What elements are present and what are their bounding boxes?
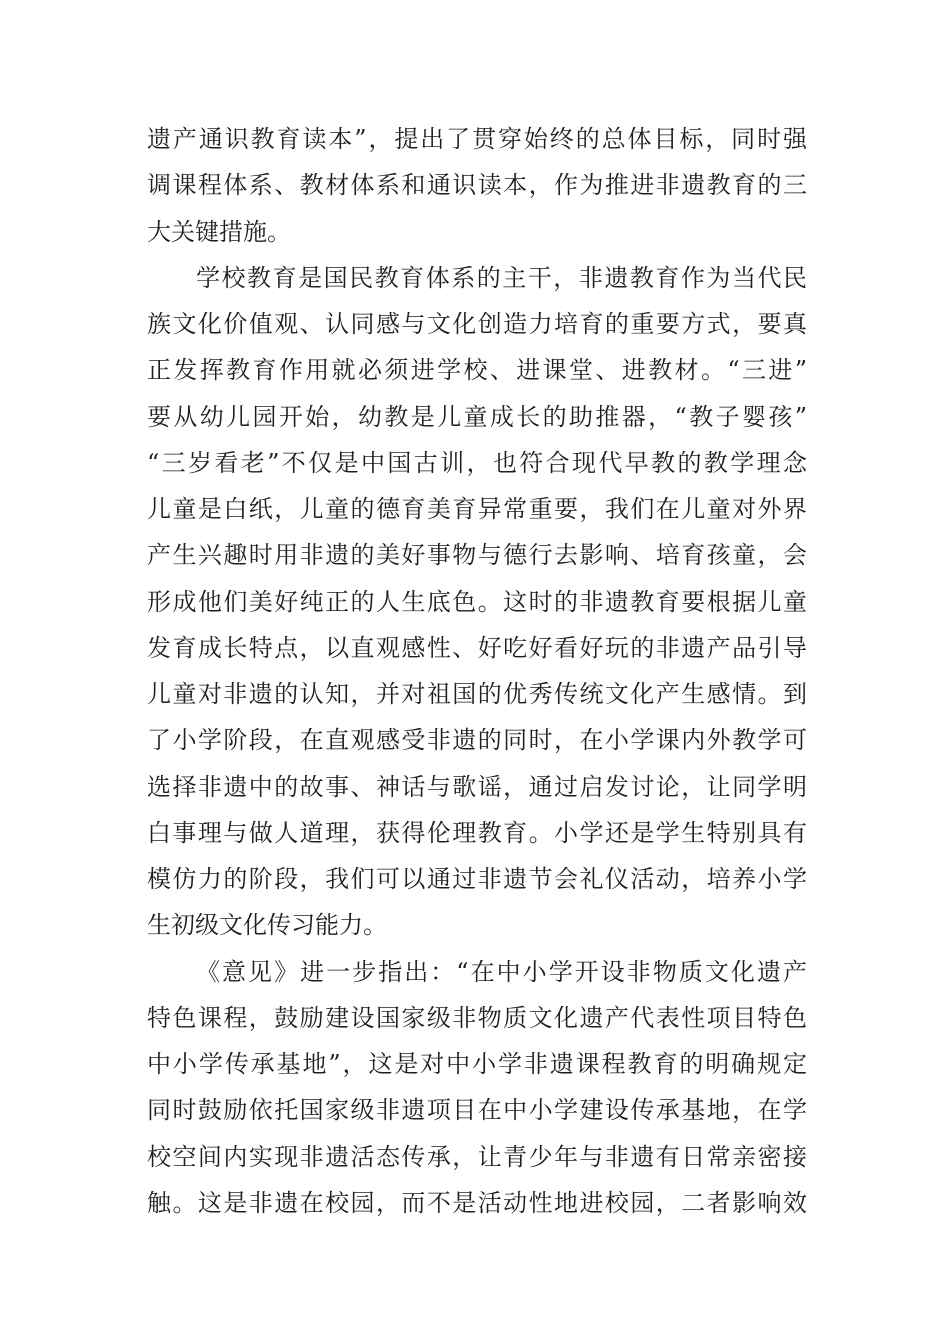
text-line: 调课程体系、教材体系和通识读本，作为推进非遗教育的三 (147, 171, 807, 199)
text-line: 正发挥教育作用就必须进学校、进课堂、进教材。“三进” (147, 356, 807, 384)
text-line: 要从幼儿园开始，幼教是儿童成长的助推器，“教子婴孩” (147, 403, 807, 431)
text-line: 模仿力的阶段，我们可以通过非遗节会礼仪活动，培养小学 (147, 865, 807, 893)
paragraph-first-line: 学校教育是国民教育体系的主干，非遗教育作为当代民 (196, 264, 807, 292)
text-line: 选择非遗中的故事、神话与歌谣，通过启发讨论，让同学明 (147, 773, 807, 801)
text-line: “三岁看老”不仅是中国古训，也符合现代早教的教学理念 (147, 449, 807, 477)
text-line: 儿童是白纸，儿童的德育美育异常重要，我们在儿童对外界 (147, 495, 807, 523)
text-line: 遗产通识教育读本”，提出了贯穿始终的总体目标，同时强 (147, 125, 807, 153)
text-line: 生初级文化传习能力。 (147, 911, 387, 939)
text-line: 特色课程，鼓励建设国家级非物质文化遗产代表性项目特色 (147, 1004, 807, 1032)
text-line: 校空间内实现非遗活态传承，让青少年与非遗有日常亲密接 (147, 1143, 807, 1171)
text-line: 同时鼓励依托国家级非遗项目在中小学建设传承基地，在学 (147, 1096, 807, 1124)
paragraph-first-line: 《意见》进一步指出：“在中小学开设非物质文化遗产 (196, 958, 807, 986)
text-line: 大关键措施。 (147, 218, 291, 246)
text-line: 产生兴趣时用非遗的美好事物与德行去影响、培育孩童，会 (147, 541, 807, 569)
text-line: 中小学传承基地”，这是对中小学非遗课程教育的明确规定 (147, 1050, 807, 1078)
text-line: 儿童对非遗的认知，并对祖国的优秀传统文化产生感情。到 (147, 680, 807, 708)
text-line: 族文化价值观、认同感与文化创造力培育的重要方式，要真 (147, 310, 807, 338)
text-line: 形成他们美好纯正的人生底色。这时的非遗教育要根据儿童 (147, 588, 807, 616)
text-line: 触。这是非遗在校园，而不是活动性地进校园，二者影响效 (147, 1189, 807, 1217)
text-line: 了小学阶段，在直观感受非遗的同时，在小学课内外教学可 (147, 726, 807, 754)
text-line: 白事理与做人道理，获得伦理教育。小学还是学生特别具有 (147, 819, 807, 847)
text-line: 发育成长特点，以直观感性、好吃好看好玩的非遗产品引导 (147, 634, 807, 662)
